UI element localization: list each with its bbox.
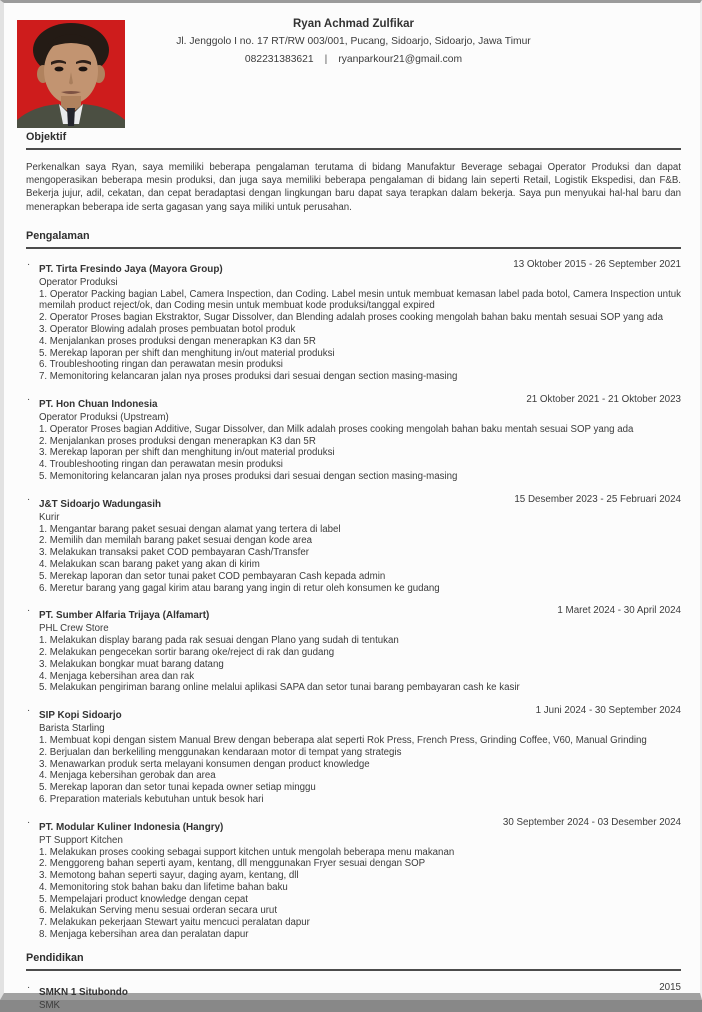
duty-item: 5. Merekap laporan dan setor tunai kepada owner setiap minggu	[39, 782, 316, 794]
duty-item: 6. Preparation materials kebutuhan untuk besok hari	[39, 793, 264, 805]
education-section	[26, 952, 681, 1012]
experience-entry	[26, 394, 681, 483]
education-list	[26, 982, 681, 1012]
duty-item: 8. Menjaga kebersihan area dan peralatan dapur	[39, 929, 249, 941]
education-year: 2015	[659, 981, 681, 993]
job-date-range: 30 September 2024 - 03 Desember 2024	[502, 816, 681, 828]
duty-item: 4. Memonitoring stok bahan baku dan lifetime bahan baku	[39, 881, 288, 893]
job-role: PHL Crew Store	[39, 623, 109, 635]
job-date-range: 15 Desember 2023 - 25 Februari 2024	[514, 493, 681, 505]
duty-item: 6. Meretur barang yang gagal kirim atau barang yang ingin di retur oleh konsumen ke gudang	[39, 582, 440, 594]
experience-list	[26, 259, 681, 941]
duty-item: 4. Menjalankan proses produksi dengan menerapkan K3 dan 5R	[39, 335, 316, 347]
job-date-range: 13 Oktober 2015 - 26 September 2021	[513, 258, 681, 270]
duty-item: 2. Menjalankan proses produksi dengan menerapkan K3 dan 5R	[39, 435, 316, 447]
company-name: PT. Sumber Alfaria Trijaya (Alfamart)	[39, 610, 210, 622]
job-header	[26, 494, 681, 512]
duty-item: 7. Memonitoring kelancaran jalan nya proses produksi dari sesuai dengan section masing-masing	[39, 371, 458, 383]
job-header	[26, 394, 681, 412]
duty-item: 1. Melakukan proses cooking sebagai support kitchen untuk mengolah beberapa menu makanan	[39, 846, 455, 858]
duty-item: 3. Memotong bahan seperti sayur, daging ayam, kentang, dll	[39, 870, 299, 882]
bullet-marker: ·	[27, 816, 31, 828]
job-header	[26, 705, 681, 723]
duty-item: 1. Membuat kopi dengan sistem Manual Brew dengan beberapa alat seperti Rok Press, French Press, Grinding Coffee, V60, Manual Grinding	[39, 734, 647, 746]
education-level: SMK	[39, 999, 60, 1011]
bullet-marker: ·	[27, 705, 31, 717]
duty-item: 6. Troubleshooting ringan dan perawatan mesin produksi	[39, 359, 283, 371]
bullet-marker: ·	[27, 493, 31, 505]
job-duties	[39, 847, 681, 941]
duty-item: 5. Merekap laporan dan setor tunai paket COD pembayaran Cash kepada admin	[39, 570, 386, 582]
duty-item: 6. Melakukan Serving menu sesuai orderan secara urut	[39, 905, 278, 917]
job-duties	[39, 735, 681, 806]
duty-item: 5. Merekap laporan per shift dan menghitung in/out material produksi	[39, 347, 335, 359]
duty-item: 3. Operator Blowing adalah proses pembuatan botol produk	[39, 324, 296, 335]
job-duties	[39, 635, 681, 694]
duty-item: 3. Menawarkan produk serta melayani konsumen dengan product knowledge	[39, 758, 370, 770]
bullet-marker: ·	[27, 981, 31, 993]
company-name: PT. Tirta Fresindo Jaya (Mayora Group)	[39, 263, 223, 275]
portrait-illustration	[17, 20, 125, 128]
job-role: Operator Produksi	[39, 276, 118, 288]
job-header	[26, 259, 681, 277]
experience-entry	[26, 494, 681, 595]
objective-section	[26, 131, 681, 214]
duty-item: 5. Melakukan pengiriman barang online melalui aplikasi SAPA dan setor tunai barang pembayaran cash ke kasir	[39, 682, 520, 694]
contact-separator: |	[324, 54, 328, 65]
duty-item: 3. Melakukan bongkar muat barang datang	[39, 658, 224, 670]
job-duties	[39, 524, 681, 595]
company-name: PT. Modular Kuliner Indonesia (Hangry)	[39, 821, 224, 833]
person-name: Ryan Achmad Zulfikar	[293, 18, 414, 30]
duty-item: 5. Mempelajari product knowledge dengan cepat	[39, 893, 248, 905]
company-name: J&T Sidoarjo Wadungasih	[39, 498, 161, 510]
duty-item: 1. Operator Proses bagian Additive, Sugar Dissolver, dan Milk adalah proses cooking mengolah bahan baku mentah sesuai SOP yang ada	[39, 423, 634, 435]
job-role: PT Support Kitchen	[39, 834, 123, 846]
duty-item: 4. Melakukan scan barang paket yang akan di kirim	[39, 558, 260, 570]
job-header	[26, 605, 681, 623]
objective-text: Perkenalkan saya Ryan, saya memiliki beberapa pengalaman terutama di bidang Manufaktur Beverage sebagai Operator Produksi dan dapat mengoperasikan beberapa mesin produksi, dan juga saya memiliki beberapa pengalaman di bidang lain seperti Retail, Logistik Ekspedisi, dan F&B. Bekerja jujur, adil, cekatan, dan cepat beradaptasi dengan lingkungan baru dapat saya terapkan dalam bekerja. Saya pun menyukai hal-hal baru dan menerapkan beberapa ide serta gagasan yang saya miliki untuk perusahan.	[26, 162, 681, 213]
company-name: SIP Kopi Sidoarjo	[39, 710, 122, 722]
job-date-range: 1 Maret 2024 - 30 April 2024	[557, 605, 681, 617]
duty-item: 2. Menggoreng bahan seperti ayam, kentang, dll menggunakan Fryer sesuai dengan SOP	[39, 858, 426, 870]
job-role: Operator Produksi (Upstream)	[39, 411, 169, 423]
education-header	[26, 982, 681, 1000]
duty-item: 4. Menjaga kebersihan gerobak dan area	[39, 770, 216, 782]
address-line: Jl. Jenggolo I no. 17 RT/RW 003/001, Pucang, Sidoarjo, Sidoarjo, Jawa Timur	[176, 36, 531, 47]
profile-photo	[17, 20, 125, 128]
experience-entry	[26, 605, 681, 694]
bullet-marker: ·	[27, 258, 31, 270]
experience-entry	[26, 817, 681, 941]
job-role: Barista Starling	[39, 723, 105, 735]
job-role: Kurir	[39, 511, 60, 523]
duty-item: 3. Melakukan transaksi paket COD pembayaran Cash/Transfer	[39, 547, 309, 559]
duty-item: 1. Mengantar barang paket sesuai dengan alamat yang tertera di label	[39, 523, 341, 535]
school-name: SMKN 1 Situbondo	[39, 986, 128, 998]
education-entry	[26, 982, 681, 1012]
experience-entry	[26, 705, 681, 806]
section-title-objective: Objektif	[26, 131, 681, 150]
duty-item: 1. Melakukan display barang pada rak sesuai dengan Plano yang sudah di tentukan	[39, 635, 399, 647]
section-title-experience: Pengalaman	[26, 230, 681, 249]
experience-entry	[26, 259, 681, 383]
company-name: PT. Hon Chuan Indonesia	[39, 398, 158, 410]
experience-section	[26, 230, 681, 941]
duty-item: 4. Troubleshooting ringan dan perawatan mesin produksi	[39, 459, 283, 471]
duty-item: 7. Melakukan pekerjaan Stewart yaitu mencuci peralatan dapur	[39, 917, 310, 929]
duty-item: 2. Melakukan pengecekan sortir barang oke/reject di rak dan gudang	[39, 646, 335, 658]
bullet-marker: ·	[27, 605, 31, 617]
duty-item: 2. Memilih dan memilah barang paket sesuai dengan kode area	[39, 535, 313, 547]
email-address: ryanparkour21@gmail.com	[338, 54, 463, 65]
phone-number: 082231383621	[244, 54, 314, 65]
job-header	[26, 817, 681, 835]
job-duties	[39, 289, 681, 383]
duty-item: 4. Menjaga kebersihan area dan rak	[39, 670, 195, 682]
duty-item: 1. Operator Packing bagian Label, Camera Inspection, dan Coding. Label mesin untuk membuat kemasan label pada botol, Camera Inspection untuk memilah product reject/ok, dan Coding mesin untuk membuat kode produksi/tanggal expired	[39, 288, 681, 312]
duty-item: 2. Operator Proses bagian Ekstraktor, Sugar Dissolver, dan Blending adalah proses cooking mengolah bahan baku mentah sesuai SOP yang ada	[39, 312, 663, 324]
duty-item: 3. Merekap laporan per shift dan menghitung in/out material produksi	[39, 447, 335, 459]
section-title-education: Pendidikan	[26, 952, 681, 971]
job-date-range: 21 Oktober 2021 - 21 Oktober 2023	[526, 393, 681, 405]
job-date-range: 1 Juni 2024 - 30 September 2024	[535, 705, 681, 717]
job-duties	[39, 424, 681, 483]
duty-item: 5. Memonitoring kelancaran jalan nya proses produksi dari sesuai dengan section masing-masing	[39, 470, 458, 482]
duty-item: 2. Berjualan dan berkeliling menggunakan kendaraan motor di tempat yang strategis	[39, 746, 402, 758]
bullet-marker: ·	[27, 393, 31, 405]
